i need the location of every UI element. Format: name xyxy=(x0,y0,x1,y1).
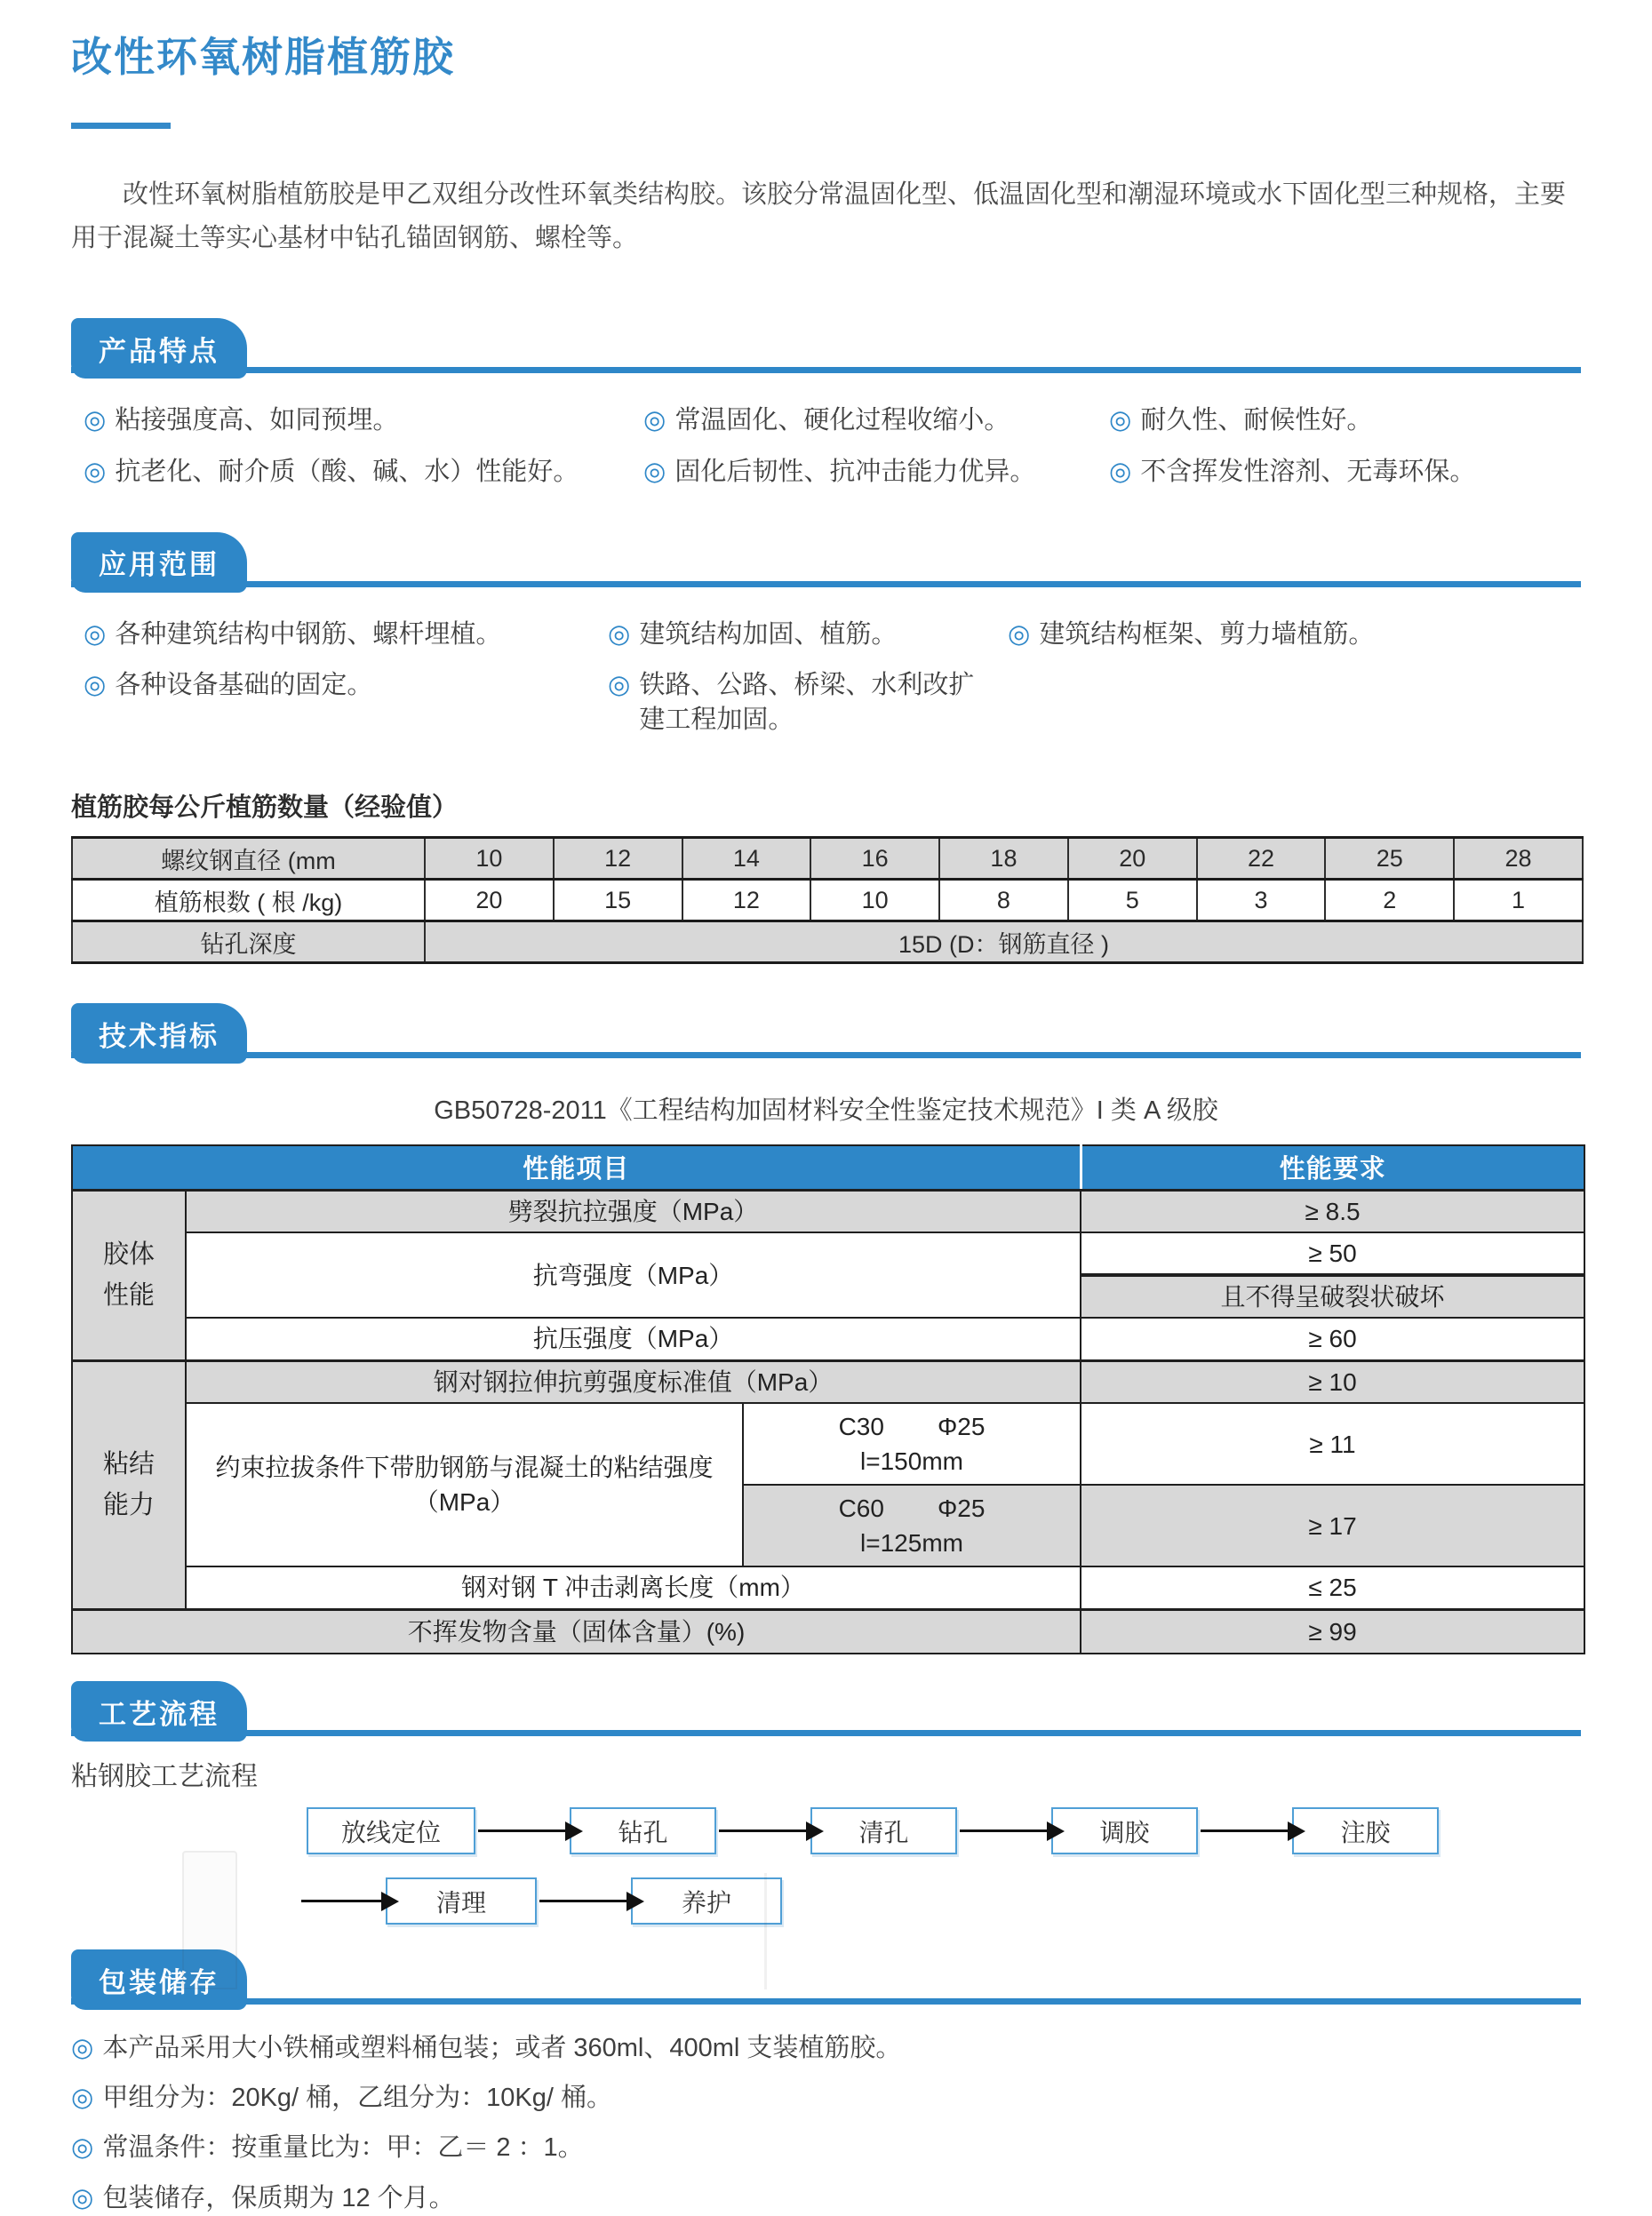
section-badge-features: 产品特点 xyxy=(71,318,247,379)
spec-condition-length: l=150mm xyxy=(860,1447,963,1476)
spec-condition xyxy=(743,1485,1081,1566)
spec-label: 抗弯强度（MPa） xyxy=(186,1232,1081,1318)
dosage-depth-label: 钻孔深度 xyxy=(72,921,425,963)
feature-text: 耐久性、耐候性好。 xyxy=(1140,406,1373,435)
double-circle-bullet-icon: ◎ xyxy=(71,2133,94,2163)
feature-item xyxy=(1097,455,1581,490)
dosage-depth-value: 15D (D：钢筋直径 ) xyxy=(425,921,1583,963)
dosage-header-cell: 10 xyxy=(425,838,554,880)
datasheet-page xyxy=(0,25,1652,2216)
double-circle-bullet-icon: ◎ xyxy=(643,457,666,486)
double-circle-bullet-icon: ◎ xyxy=(84,670,107,699)
spec-value: ≥ 8.5 xyxy=(1081,1190,1584,1232)
dosage-cell: 植筋根数 ( 根 /kg) xyxy=(72,880,425,921)
spec-value: ≥ 50 xyxy=(1081,1232,1584,1275)
application-text: 铁路、公路、桥梁、水利改扩建工程加固。 xyxy=(639,670,975,734)
section-specs-header xyxy=(71,1000,1581,1058)
packaging-item xyxy=(71,2081,1581,2116)
spec-condition-grade: C60 xyxy=(838,1494,884,1522)
spec-group-label: 粘结能力 xyxy=(72,1360,186,1609)
feature-text: 固化后韧性、抗冲击能力优异。 xyxy=(674,457,1036,486)
dosage-table xyxy=(71,836,1584,964)
packaging-text: 本产品采用大小铁桶或塑料桶包装；或者 360ml、400ml 支装植筋胶。 xyxy=(102,2034,902,2063)
flow-arrow-icon xyxy=(301,1900,383,1902)
dosage-cell: 10 xyxy=(810,880,939,921)
feature-text: 不含挥发性溶剂、无毒环保。 xyxy=(1140,457,1476,486)
spec-label: 钢对钢 T 冲击剥离长度（mm） xyxy=(186,1566,1081,1609)
flow-step-box: 清理 xyxy=(386,1877,537,1925)
flow-arrow-icon xyxy=(960,1829,1049,1832)
dosage-table-title: 植筋胶每公斤植筋数量（经验值） xyxy=(71,793,459,823)
flow-step-box: 养护 xyxy=(631,1877,782,1925)
spec-value: ≥ 60 xyxy=(1081,1318,1584,1360)
page-title: 改性环氧树脂植筋胶 xyxy=(71,34,455,80)
spec-group-label: 胶体性能 xyxy=(72,1190,186,1360)
application-item xyxy=(71,618,595,652)
double-circle-bullet-icon: ◎ xyxy=(84,457,107,486)
spec-label: 不挥发物含量（固体含量）(%) xyxy=(72,1609,1081,1654)
dosage-header-cell: 20 xyxy=(1068,838,1197,880)
section-badge-packaging: 包装储存 xyxy=(71,1949,247,2010)
dosage-header-cell: 22 xyxy=(1197,838,1326,880)
feature-item xyxy=(71,455,631,490)
spec-condition-diameter: Φ25 xyxy=(937,1412,986,1440)
double-circle-bullet-icon: ◎ xyxy=(71,2084,94,2113)
table-row xyxy=(72,1145,1584,1190)
section-process-header xyxy=(71,1678,1581,1736)
spec-value: ≥ 99 xyxy=(1081,1609,1584,1654)
spec-condition-length: l=125mm xyxy=(860,1529,963,1558)
spec-label: 钢对钢拉伸抗剪强度标准值（MPa） xyxy=(186,1360,1081,1403)
table-row xyxy=(72,838,1583,880)
spec-standard-subtitle: GB50728-2011《工程结构加固材料安全性鉴定技术规范》I 类 A 级胶 xyxy=(434,1096,1218,1126)
double-circle-bullet-icon: ◎ xyxy=(643,406,666,435)
double-circle-bullet-icon: ◎ xyxy=(1008,619,1031,649)
dosage-header-cell: 螺纹钢直径 (mm xyxy=(72,838,425,880)
process-flow-row-2 xyxy=(299,1877,1581,1925)
application-item xyxy=(595,618,995,652)
title-underline xyxy=(71,123,171,129)
section-applications-header xyxy=(71,529,1581,587)
spec-condition-grade: C30 xyxy=(838,1412,884,1440)
spec-condition xyxy=(743,1403,1081,1485)
process-subtitle: 粘钢胶工艺流程 xyxy=(71,1762,258,1792)
application-text: 各种建筑结构中钢筋、螺杆埋植。 xyxy=(115,619,502,649)
table-row xyxy=(72,1403,1584,1485)
table-row xyxy=(72,1318,1584,1360)
watermark xyxy=(764,1873,767,1989)
application-text: 建筑结构加固、植筋。 xyxy=(639,619,898,649)
section-badge-applications: 应用范围 xyxy=(71,532,247,593)
flow-arrow-icon xyxy=(719,1829,808,1832)
flow-arrow-icon xyxy=(539,1900,628,1902)
double-circle-bullet-icon: ◎ xyxy=(1109,406,1132,435)
table-row xyxy=(72,1360,1584,1403)
double-circle-bullet-icon: ◎ xyxy=(1109,457,1132,486)
feature-item xyxy=(631,455,1097,490)
packaging-text: 常温条件：按重量比为：甲：乙＝ 2 ：1。 xyxy=(102,2133,584,2163)
flow-arrow-icon xyxy=(478,1829,567,1832)
spec-header-requirement: 性能要求 xyxy=(1081,1145,1584,1190)
packaging-item xyxy=(71,2131,1581,2165)
spec-value: 且不得呈破裂状破坏 xyxy=(1081,1275,1584,1318)
feature-text: 常温固化、硬化过程收缩小。 xyxy=(674,406,1010,435)
table-row xyxy=(72,1232,1584,1275)
flow-arrow-icon xyxy=(1201,1829,1289,1832)
dosage-cell: 3 xyxy=(1197,880,1326,921)
application-text: 建筑结构框架、剪力墙植筋。 xyxy=(1039,619,1375,649)
dosage-header-cell: 18 xyxy=(939,838,1068,880)
double-circle-bullet-icon: ◎ xyxy=(608,670,631,699)
flow-step-box: 钻孔 xyxy=(570,1807,716,1854)
double-circle-bullet-icon: ◎ xyxy=(71,2183,94,2212)
dosage-cell: 8 xyxy=(939,880,1068,921)
section-badge-process: 工艺流程 xyxy=(71,1681,247,1742)
section-features-header xyxy=(71,315,1581,373)
intro-paragraph: 改性环氧树脂植筋胶是甲乙双组分改性环氧类结构胶。该胶分常温固化型、低温固化型和潮湿环境或水下固化型三种规格，主要用于混凝土等实心基材中钻孔锚固钢筋、螺栓等。 xyxy=(71,180,1567,252)
feature-text: 粘接强度高、如同预埋。 xyxy=(115,406,399,435)
spec-header-item: 性能项目 xyxy=(72,1145,1081,1190)
feature-text: 抗老化、耐介质（酸、碱、水）性能好。 xyxy=(115,457,579,486)
feature-item xyxy=(1097,403,1581,438)
double-circle-bullet-icon: ◎ xyxy=(84,406,107,435)
packaging-list xyxy=(71,2031,1581,2216)
dosage-header-cell: 14 xyxy=(682,838,811,880)
spec-label: 劈裂抗拉强度（MPa） xyxy=(186,1190,1081,1232)
spec-value: ≤ 25 xyxy=(1081,1566,1584,1609)
spec-value: ≥ 17 xyxy=(1081,1485,1584,1566)
double-circle-bullet-icon: ◎ xyxy=(608,619,631,649)
feature-item xyxy=(71,403,631,438)
application-item xyxy=(595,668,995,737)
dosage-cell: 12 xyxy=(682,880,811,921)
process-flow-row-1 xyxy=(307,1807,1581,1854)
flow-step-box: 放线定位 xyxy=(307,1807,475,1854)
packaging-item xyxy=(71,2181,1581,2216)
packaging-item xyxy=(71,2031,1581,2066)
dosage-cell: 20 xyxy=(425,880,554,921)
application-item xyxy=(995,618,1581,652)
spec-label: 抗压强度（MPa） xyxy=(186,1318,1081,1360)
section-badge-specs: 技术指标 xyxy=(71,1003,247,1064)
spec-label: 约束拉拔条件下带肋钢筋与混凝土的粘结强度（MPa） xyxy=(186,1403,743,1566)
flow-step-box: 注胶 xyxy=(1292,1807,1439,1854)
packaging-text: 甲组分为：20Kg/ 桶，乙组分为：10Kg/ 桶。 xyxy=(102,2084,612,2113)
spec-condition-diameter: Φ25 xyxy=(937,1494,986,1522)
table-row xyxy=(72,1609,1584,1654)
dosage-cell: 5 xyxy=(1068,880,1197,921)
application-text: 各种设备基础的固定。 xyxy=(115,670,373,699)
dosage-cell: 15 xyxy=(554,880,682,921)
table-row xyxy=(72,1190,1584,1232)
spec-value: ≥ 10 xyxy=(1081,1360,1584,1403)
double-circle-bullet-icon: ◎ xyxy=(84,619,107,649)
table-row xyxy=(72,921,1583,963)
features-list xyxy=(71,403,1581,489)
watermark xyxy=(182,1851,237,1989)
dosage-header-cell: 12 xyxy=(554,838,682,880)
spec-table xyxy=(71,1144,1585,1654)
section-packaging-header xyxy=(71,1946,1581,2005)
flow-step-box: 清孔 xyxy=(810,1807,957,1854)
table-row xyxy=(72,1566,1584,1609)
packaging-text: 包装储存，保质期为 12 个月。 xyxy=(102,2183,455,2212)
application-item xyxy=(71,668,595,737)
dosage-cell: 2 xyxy=(1325,880,1454,921)
spec-value: ≥ 11 xyxy=(1081,1403,1584,1485)
dosage-header-cell: 16 xyxy=(810,838,939,880)
flow-step-box: 调胶 xyxy=(1051,1807,1198,1854)
dosage-header-cell: 28 xyxy=(1454,838,1583,880)
feature-item xyxy=(631,403,1097,438)
applications-list xyxy=(71,618,1581,737)
table-row xyxy=(72,880,1583,921)
dosage-cell: 1 xyxy=(1454,880,1583,921)
double-circle-bullet-icon: ◎ xyxy=(71,2034,94,2063)
dosage-header-cell: 25 xyxy=(1325,838,1454,880)
